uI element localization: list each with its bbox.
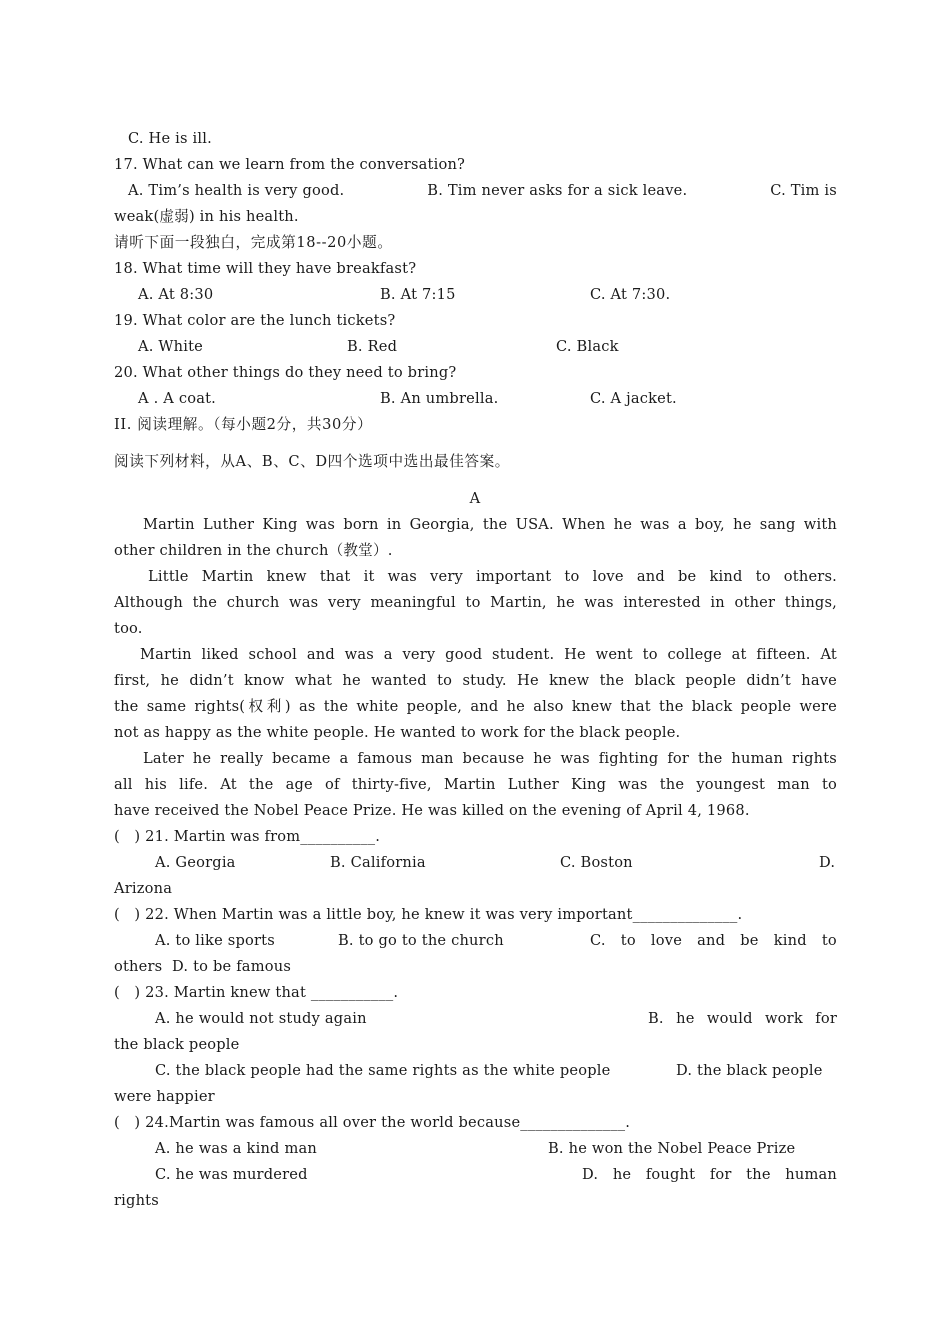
passage-line: too. [114, 620, 143, 637]
q17-option-c-cont: weak(虚弱) in his health. [114, 208, 299, 225]
q19-option-c: C. Black [556, 338, 619, 355]
q21-option-c: C. Boston [560, 854, 633, 871]
q18-stem: 18. What time will they have breakfast? [114, 260, 417, 277]
q21-option-b: B. California [330, 854, 426, 871]
q22-option-c [590, 931, 837, 951]
passage-line: other children in the church（教堂）. [114, 542, 393, 559]
passage-line [143, 515, 837, 535]
q22-option-c-word: to [821, 932, 837, 949]
q18-option-b: B. At 7:15 [380, 286, 456, 303]
passage-text: Later he really became a famous man because he was fighting for the human rights [143, 750, 837, 767]
q23-option-c: C. the black people had the same rights as the white people [155, 1062, 611, 1079]
q24-option-d-cont: rights [114, 1192, 159, 1209]
q24-option-d-word: human [785, 1166, 837, 1183]
q23-option-b-word: B. [648, 1010, 664, 1027]
q22-option-c-word: C. [590, 932, 606, 949]
q24-option-d-word: he [612, 1166, 632, 1183]
q23-stem: ( ) 23. Martin knew that ___________. [114, 984, 399, 1001]
monologue-instruction: 请听下面一段独白，完成第18--20小题。 [114, 234, 393, 251]
q23-option-d-cont: were happier [114, 1088, 215, 1105]
q24-option-d-word: for [709, 1166, 732, 1183]
passage-text: the same rights(权利) as the white people, and he also knew that the black people were [114, 698, 837, 715]
q24-option-a: A. he was a kind man [155, 1140, 317, 1157]
passage-line [114, 697, 837, 717]
q23-option-b-word: would [706, 1010, 753, 1027]
q22-option-c-word: kind [773, 932, 807, 949]
q23-option-b-cont: the black people [114, 1036, 240, 1053]
q23-option-b-word: for [815, 1010, 837, 1027]
q17-stem: 17. What can we learn from the conversation? [114, 156, 466, 173]
q22-stem: ( ) 22. When Martin was a little boy, he knew it was very important______________. [114, 906, 743, 923]
q18-option-a: A. At 8:30 [138, 286, 214, 303]
q22-option-a: A. to like sports [155, 932, 275, 949]
q24-option-d-word: the [746, 1166, 771, 1183]
q22-option-c-word: to [620, 932, 636, 949]
q23-option-b-word: work [764, 1010, 803, 1027]
passage-text: Little Martin knew that it was very important to love and be kind to others. [148, 568, 837, 585]
passage-line [143, 749, 837, 769]
q17-option-b: B. Tim never asks for a sick leave. [427, 182, 688, 199]
passage-line [114, 775, 837, 795]
passage-line: not as happy as the white people. He wanted to work for the black people. [114, 724, 681, 741]
passage-text: Although the church was very meaningful to Martin, he was interested in other things, [114, 594, 837, 611]
passage-text: first, he didn’t know what he wanted to study. He knew the black people didn’t have [114, 672, 837, 689]
q23-option-b-word: he [676, 1010, 695, 1027]
q19-stem: 19. What color are the lunch tickets? [114, 312, 396, 329]
q20-option-c: C. A jacket. [590, 390, 677, 407]
q24-option-c: C. he was murdered [155, 1166, 308, 1183]
q19-option-a: A. White [138, 338, 203, 355]
q22-option-b: B. to go to the church [338, 932, 504, 949]
q20-stem: 20. What other things do they need to bring? [114, 364, 457, 381]
passage-text: Martin Luther King was born in Georgia, the USA. When he was a boy, he sang with [143, 516, 837, 533]
q17-option-c: C. Tim is [770, 182, 837, 199]
q23-option-b [648, 1009, 837, 1029]
q22-option-c-word: be [740, 932, 759, 949]
q17-option-a: A. Tim’s health is very good. [128, 182, 345, 199]
q24-stem: ( ) 24.Martin was famous all over the world because______________. [114, 1114, 631, 1131]
q23-option-a: A. he would not study again [155, 1010, 367, 1027]
q17-options [128, 181, 837, 201]
passage-line [114, 593, 837, 613]
q23-option-d: D. the black people [676, 1062, 823, 1079]
passage-title: A [469, 490, 481, 507]
q24-option-d-word: D. [582, 1166, 599, 1183]
section-heading: II. 阅读理解。（每小题2分，共30分） [114, 416, 373, 433]
q22-option-c-word: and [697, 932, 726, 949]
q24-option-d-word: fought [645, 1166, 696, 1183]
q20-option-b: B. An umbrella. [380, 390, 499, 407]
passage-text: Martin liked school and was a very good student. He went to college at fifteen. At [140, 646, 837, 663]
q21-option-d: D. [819, 854, 836, 871]
q21-stem: ( ) 21. Martin was from__________. [114, 828, 381, 845]
q18-option-c: C. At 7:30. [590, 286, 671, 303]
q24-option-b: B. he won the Nobel Peace Prize [548, 1140, 796, 1157]
passage-line [140, 645, 837, 665]
q24-option-d [582, 1165, 837, 1185]
reading-instruction: 阅读下列材料，从A、B、C、D四个选项中选出最佳答案。 [114, 453, 510, 470]
q16-option-c: C. He is ill. [128, 130, 212, 147]
passage-line: have received the Nobel Peace Prize. He was killed on the evening of April 4, 1968. [114, 802, 750, 819]
passage-line [114, 671, 837, 691]
q22-option-c-cont: others D. to be famous [114, 958, 292, 975]
q21-option-a: A. Georgia [155, 854, 236, 871]
q20-option-a: A . A coat. [138, 390, 216, 407]
q19-option-b: B. Red [347, 338, 398, 355]
q22-option-c-word: love [650, 932, 683, 949]
passage-line [148, 567, 837, 587]
passage-text: all his life. At the age of thirty-five, Martin Luther King was the youngest man to [114, 776, 837, 793]
q21-option-d-cont: Arizona [114, 880, 173, 897]
